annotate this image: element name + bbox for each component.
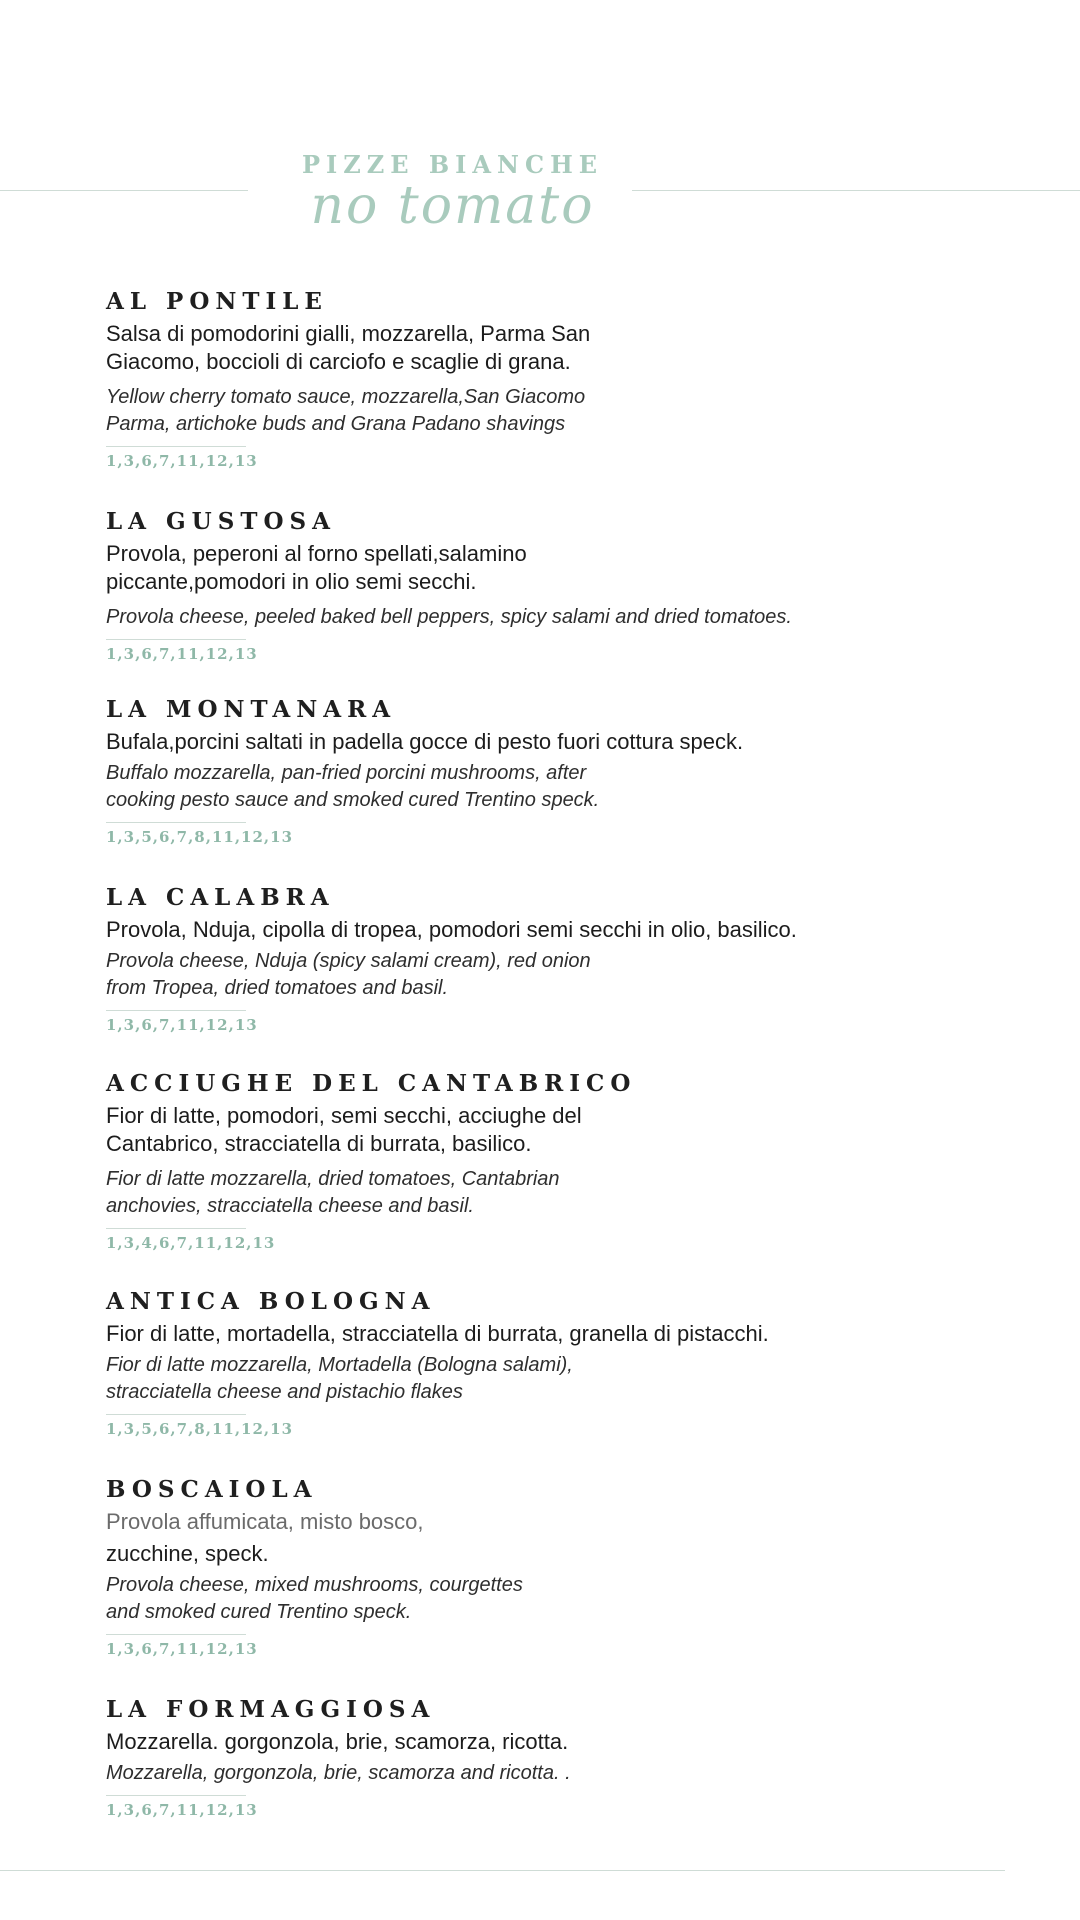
item-description-en: stracciatella cheese and pistachio flakes <box>106 1381 463 1403</box>
item-description-it: Fior di latte, mortadella, stracciatella di burrata, granella di pistacchi. <box>106 1321 769 1346</box>
item-name: LA GUSTOSA <box>106 508 336 535</box>
item-description-en: Provola cheese, mixed mushrooms, courgettes <box>106 1574 523 1596</box>
item-description-it: Bufala,porcini saltati in padella gocce di pesto fuori cottura speck. <box>106 729 744 754</box>
allergen-codes: 1,3,5,6,7,8,11,12,13 <box>106 1420 294 1438</box>
menu-item <box>106 1696 966 1820</box>
item-divider <box>106 446 246 447</box>
allergen-codes: 1,3,6,7,11,12,13 <box>106 645 258 663</box>
section-subtitle: no tomato <box>310 176 595 236</box>
allergen-codes: 1,3,4,6,7,11,12,13 <box>106 1234 276 1252</box>
item-divider <box>106 1414 246 1415</box>
item-description-it: Provola, Nduja, cipolla di tropea, pomodori semi secchi in olio, basilico. <box>106 917 797 942</box>
allergen-codes: 1,3,6,7,11,12,13 <box>106 452 258 470</box>
item-name: LA FORMAGGIOSA <box>106 1696 436 1723</box>
item-name: BOSCAIOLA <box>106 1476 318 1503</box>
item-description-it: Fior di latte, pomodori, semi secchi, acciughe del <box>106 1103 582 1128</box>
item-description-en: Buffalo mozzarella, pan-fried porcini mushrooms, after <box>106 762 587 784</box>
item-name: ANTICA BOLOGNA <box>106 1288 436 1315</box>
section-title: PIZZE BIANCHE <box>301 150 604 179</box>
item-description-it: Cantabrico, stracciatella di burrata, basilico. <box>106 1131 532 1156</box>
item-description-it: Provola affumicata, misto bosco, <box>106 1509 424 1534</box>
item-description-en: Fior di latte mozzarella, Mortadella (Bologna salami), <box>106 1354 573 1376</box>
menu-item <box>106 884 966 1035</box>
menu-item <box>106 1288 966 1439</box>
menu-item <box>106 696 966 847</box>
menu-item <box>106 1476 966 1659</box>
item-description-it: Salsa di pomodorini gialli, mozzarella, Parma San <box>106 321 591 346</box>
allergen-codes: 1,3,6,7,11,12,13 <box>106 1016 258 1034</box>
item-description-en: Parma, artichoke buds and Grana Padano shavings <box>106 413 566 435</box>
item-name: LA MONTANARA <box>106 696 397 723</box>
item-divider <box>106 1010 246 1011</box>
menu-item <box>106 508 966 664</box>
item-description-en: Provola cheese, peeled baked bell peppers, spicy salami and dried tomatoes. <box>106 606 792 628</box>
item-description-en: Mozzarella, gorgonzola, brie, scamorza and ricotta. . <box>106 1762 571 1784</box>
item-description-en: Provola cheese, Nduja (spicy salami cream), red onion <box>106 950 591 972</box>
item-description-it: piccante,pomodori in olio semi secchi. <box>106 569 477 594</box>
item-description-it: Giacomo, boccioli di carciofo e scaglie di grana. <box>106 349 571 374</box>
section-header <box>0 140 1080 260</box>
allergen-codes: 1,3,5,6,7,8,11,12,13 <box>106 828 294 846</box>
menu-item <box>106 288 966 471</box>
item-description-it: zucchine, speck. <box>106 1541 269 1566</box>
item-description-en: and smoked cured Trentino speck. <box>106 1601 412 1623</box>
allergen-codes: 1,3,6,7,11,12,13 <box>106 1801 258 1819</box>
item-description-en: anchovies, stracciatella cheese and basil. <box>106 1195 474 1217</box>
item-divider <box>106 1228 246 1229</box>
item-description-it: Mozzarella. gorgonzola, brie, scamorza, ricotta. <box>106 1729 569 1754</box>
item-description-en: from Tropea, dried tomatoes and basil. <box>106 977 449 999</box>
item-description-en: cooking pesto sauce and smoked cured Trentino speck. <box>106 789 600 811</box>
item-name: AL PONTILE <box>106 288 328 315</box>
item-description-en: Yellow cherry tomato sauce, mozzarella,San Giacomo <box>106 386 586 408</box>
item-divider <box>106 822 246 823</box>
item-description-it: Provola, peperoni al forno spellati,salamino <box>106 541 527 566</box>
item-name: ACCIUGHE DEL CANTABRICO <box>106 1070 637 1097</box>
item-divider <box>106 1634 246 1635</box>
item-divider <box>106 1795 246 1796</box>
item-divider <box>106 639 246 640</box>
item-name: LA CALABRA <box>106 884 335 911</box>
footer-divider <box>0 1870 1005 1871</box>
item-description-en: Fior di latte mozzarella, dried tomatoes, Cantabrian <box>106 1168 560 1190</box>
allergen-codes: 1,3,6,7,11,12,13 <box>106 1640 258 1658</box>
menu-item <box>106 1070 966 1253</box>
